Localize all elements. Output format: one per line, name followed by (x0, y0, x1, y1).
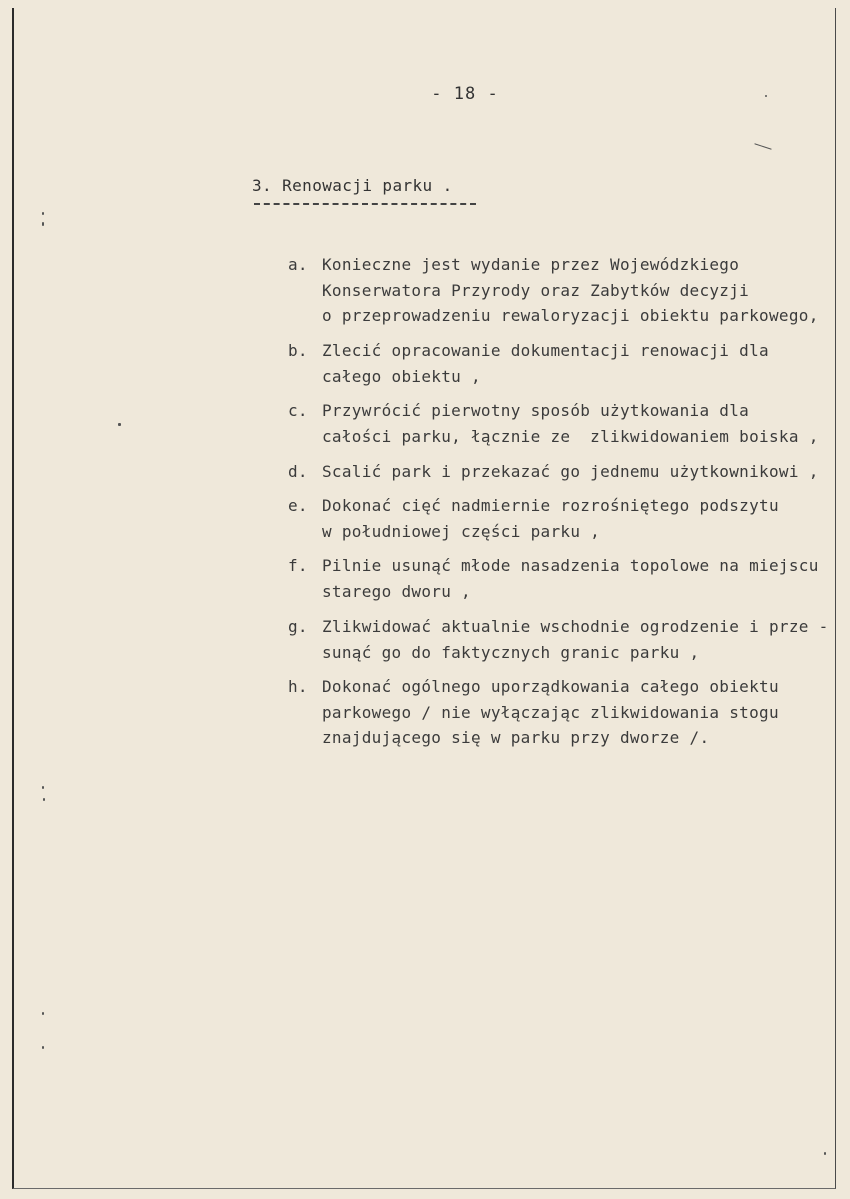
item-line: całości parku, łącznie ze zlikwidowaniem boiska , (322, 426, 819, 446)
item-line: sunąć go do faktycznych granic parku , (322, 642, 700, 662)
item-line: Zlecić opracowanie dokumentacji renowacji dla (322, 341, 769, 360)
item-line: Dokonać ogólnego uporządkowania całego obiektu (322, 677, 779, 696)
item-line: o przeprowadzeniu rewaloryzacji obiektu parkowego, (322, 306, 819, 325)
item-line: Przywrócić pierwotny sposób użytkowania dla (322, 401, 750, 420)
scan-speck (42, 786, 44, 789)
item-letter: a. (288, 255, 308, 274)
scan-speck (118, 423, 121, 426)
item-letter: f. (288, 556, 308, 575)
item-letter: g. (288, 617, 308, 636)
item-letter: b. (288, 341, 308, 360)
item-letter: c. (288, 401, 308, 420)
list-item-f (288, 553, 819, 604)
item-line: starego dworu , (322, 581, 471, 601)
section-heading: 3. Renowacji parku . (252, 176, 453, 195)
item-line: Konserwatora Przyrody oraz Zabytków decyzji (322, 280, 750, 300)
item-letter: h. (288, 677, 308, 696)
list-item-b (288, 338, 769, 389)
list-item-a (288, 252, 819, 329)
scan-speck (43, 798, 45, 801)
heading-underline (254, 203, 476, 205)
item-line: Dokonać cięć nadmiernie rozrośniętego podszytu (322, 496, 779, 515)
item-line: w południowej części parku , (322, 521, 601, 541)
item-line: Pilnie usunąć młode nasadzenia topolowe na miejscu (322, 556, 819, 575)
list-item-c (288, 398, 819, 449)
item-letter: e. (288, 496, 308, 515)
item-line: znajdującego się w parku przy dworze /. (322, 728, 710, 747)
item-line: parkowego / nie wyłączając zlikwidowania stogu (322, 702, 779, 722)
item-line: Konieczne jest wydanie przez Wojewódzkiego (322, 255, 740, 274)
scan-speck (42, 1012, 44, 1015)
item-letter: d. (288, 462, 308, 481)
page-number: - 18 - (431, 84, 499, 104)
list-item-d (288, 459, 819, 485)
scan-speck (42, 1046, 44, 1049)
list-item-g (288, 614, 829, 665)
item-line: Zlikwidować aktualnie wschodnie ogrodzenie i prze - (322, 617, 829, 636)
scan-speck (42, 222, 44, 226)
scan-speck (42, 212, 44, 215)
item-line: całego obiektu , (322, 366, 481, 386)
scan-speck (824, 1152, 826, 1155)
list-item-e (288, 493, 779, 544)
item-line: Scalić park i przekazać go jednemu użytkownikowi , (322, 462, 819, 481)
list-item-h (288, 674, 779, 751)
